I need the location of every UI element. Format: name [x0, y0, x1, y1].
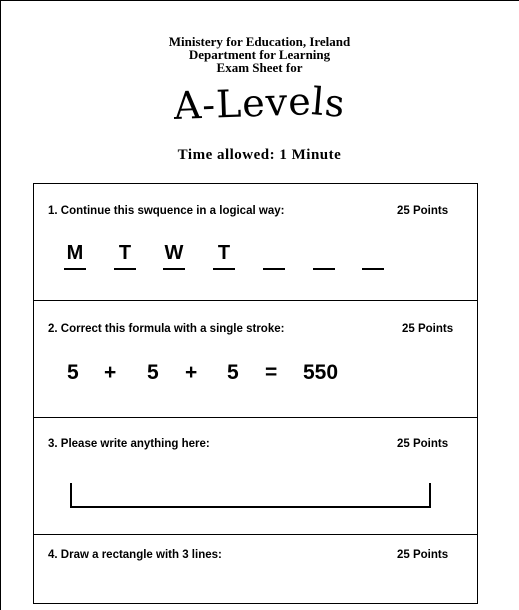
exam-sheet-line: Exam Sheet for — [216, 60, 303, 75]
question-3-prompt: 3. Please write anything here: — [48, 438, 210, 450]
question-3 — [34, 418, 477, 535]
exam-title — [0, 69, 519, 137]
question-1-points: 25 Points — [397, 205, 449, 217]
formula-plus: + — [185, 361, 198, 384]
formula-number: 5 — [147, 361, 159, 384]
question-3-points: 25 Points — [397, 438, 449, 450]
formula-plus: + — [104, 361, 117, 384]
page-top-border — [0, 0, 519, 1]
question-1 — [34, 184, 477, 301]
answer-write-area[interactable] — [70, 483, 431, 508]
sequence-letter: T — [114, 242, 136, 270]
question-sheet — [33, 183, 478, 604]
sheet-header — [0, 35, 519, 74]
sequence-letter: W — [163, 242, 185, 270]
sequence-letter: M — [64, 242, 86, 270]
sequence-blank[interactable] — [313, 242, 335, 270]
question-4-prompt: 4. Draw a rectangle with 3 lines: — [48, 549, 222, 561]
ministry-line: Ministery for Education, Ireland — [168, 34, 351, 49]
department-line: Department for Learning — [188, 47, 331, 62]
sequence-blank[interactable] — [263, 242, 285, 270]
formula-equals: = — [265, 361, 278, 384]
sequence-blank[interactable] — [362, 242, 384, 270]
formula-number: 5 — [227, 361, 239, 384]
exam-title-tail: ls — [309, 79, 347, 126]
time-allowed: Time allowed: 1 Minute — [177, 147, 342, 163]
formula-result: 550 — [303, 361, 339, 384]
question-2 — [34, 301, 477, 418]
question-4-points: 25 Points — [397, 549, 449, 561]
question-1-prompt: 1. Continue this swquence in a logical way: — [48, 205, 285, 217]
question-2-prompt: 2. Correct this formula with a single stroke: — [48, 323, 285, 335]
sequence-letter: T — [213, 242, 235, 270]
formula-number: 5 — [67, 361, 79, 384]
question-2-points: 25 Points — [402, 323, 454, 335]
exam-title-main: A-Leve — [172, 79, 313, 128]
question-4 — [34, 535, 477, 604]
